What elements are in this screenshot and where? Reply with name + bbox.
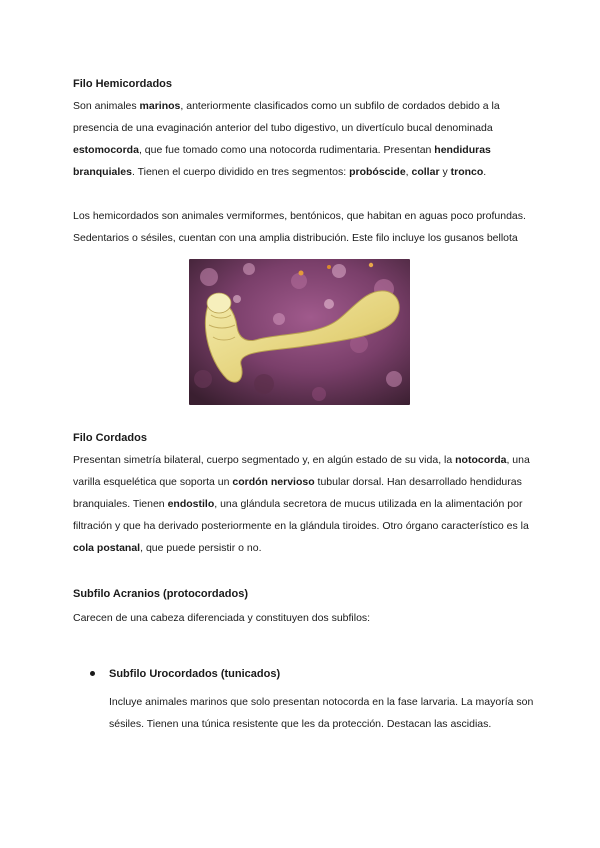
text-run: . [483,166,487,178]
bold-term-hendiduras: hendiduras branquiales [73,144,491,178]
heading-acranios: Subfilo Acranios (protocordados) [73,588,248,600]
bold-term-endostilo: endostilo [167,498,215,510]
heading-urocordados: Subfilo Urocordados (tunicados) [109,668,281,680]
bullet-icon [90,671,95,676]
bold-term-tronco: tronco [450,166,484,178]
bold-term-cordon-nervioso: cordón nervioso [232,476,315,488]
section-acranios [73,583,543,629]
text-run: Son animales [73,100,140,112]
bold-term-cola-postanal: cola postanal [73,542,141,554]
bold-term-estomocorda: estomocorda [73,144,139,156]
bold-term-proboscide: probóscide [349,166,406,178]
bold-term-marinos: marinos [139,100,181,112]
heading-hemicordados: Filo Hemicordados [73,78,173,90]
text-run: , una glándula secretora de mucus utilizada en la alimentación por filtración y que ha derivado posteriormente en la glándula tiroides. Otro órgano característico es la [73,498,529,532]
document-body [73,73,543,735]
bold-term-notocorda: notocorda [455,454,507,466]
spacer [73,183,543,205]
bold-term-collar: collar [411,166,440,178]
paragraph-hemicordados-intro [73,95,543,183]
paragraph-acranios: Carecen de una cabeza diferenciada y constituyen dos subfilos: [73,612,371,624]
text-run: y [439,166,451,178]
text-run: Presentan simetría bilateral, cuerpo segmentado y, en algún estado de su vida, la [73,454,456,466]
spacer [73,405,543,427]
acorn-worm-photo [189,259,410,405]
text-run: , anteriormente clasificados como un subfilo de cordados debido a la presencia de una evaginación anterior del tubo digestivo, un divertículo bucal denominada [73,100,500,134]
paragraph-cordados [73,449,543,559]
paragraph-hemicordados-description: Los hemicordados son animales vermiformes, bentónicos, que habitan en aguas poco profundas. Sedentarios o sésiles, cuentan con una amplia distribución. Este filo incluye los gusanos bellota [73,210,526,244]
paragraph-urocordados: Incluye animales marinos que solo presentan notocorda en la fase larvaria. La mayoría son sésiles. Tienen una túnica resistente que les da protección. Destacan las ascidias. [109,696,534,730]
text-run: , que fue tomado como una notocorda rudimentaria. Presentan [138,144,435,156]
text-run: , [405,166,412,178]
list-item [73,663,543,685]
text-run: tubular dorsal. Han desarrollado hendiduras branquiales. Tienen [73,476,522,510]
text-run: , una varilla esquelética que soporta un [73,454,530,488]
heading-cordados: Filo Cordados [73,432,147,444]
text-run: , que puede persistir o no. [140,542,262,554]
text-run: . Tienen el cuerpo dividido en tres segmentos: [131,166,350,178]
